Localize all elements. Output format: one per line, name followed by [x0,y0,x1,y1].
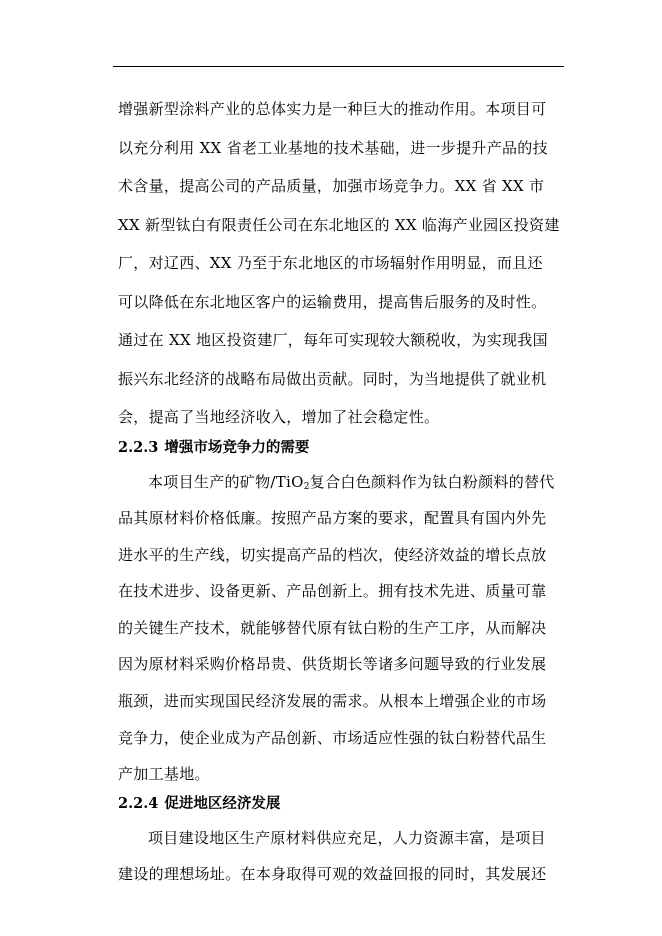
text-line: 厂，对辽西、XX 乃至于东北地区的市场辐射作用明显，而且还 [118,254,543,272]
section-title: 促进地区经济发展 [164,795,281,812]
document-body [118,90,560,893]
text-line: 以充分利用 XX 省老工业基地的技术基础，进一步提升产品的技 [118,138,548,157]
text-line: 会，提高了当地经济收入，增加了社会稳定性。 [118,408,440,426]
text-line: 进水平的生产线，切实提高产品的档次，使经济效益的增长点放 [118,545,547,564]
text-line: 通过在 XX 地区投资建厂，每年可实现较大额税收，为实现我国 [118,331,548,349]
paragraph-regional-economy [118,820,548,893]
section-heading-2-2-4 [118,787,548,820]
text-line: 振兴东北经济的战略布局做出贡献。同时，为当地提供了就业机 [118,369,547,388]
section-number: 2.2.3 [118,438,159,456]
text-line: 品其原材料价格低廉。按照产品方案的要求，配置具有国内外先 [118,509,547,528]
text-fragment: 复合白色颜料作为钛白粉颜料的替代 [309,472,555,491]
text-line: 项目建设地区生产原材料供应充足，人力资源丰富，是项目 [148,828,546,847]
text-line [118,464,555,501]
paragraph-market-competitiveness [118,464,555,793]
text-line: XX 新型钛白有限责任公司在东北地区的 XX 临海产业园区投资建 [118,215,560,234]
section-number: 2.2.4 [118,794,159,812]
text-line: 建设的理想场址。在本身取得可观的效益回报的同时，其发展还 [118,865,547,884]
text-line: 在技术进步、设备更新、产品创新上。拥有技术先进、质量可靠 [118,582,547,601]
text-line: 的关键生产技术，就能够替代原有钛白粉的生产工序，从而解决 [118,618,547,637]
section-title: 增强市场竞争力的需要 [164,439,310,456]
subscript: 2 [303,481,310,492]
text-line: 产加工基地。 [118,765,210,784]
text-line: 瓶颈，进而实现国民经济发展的需求。从根本上增强企业的市场 [118,692,547,711]
text-line: 增强新型涂料产业的总体实力是一种巨大的推动作用。本项目可 [118,100,547,118]
text-line: 术含量，提高公司的产品质量，加强市场竞争力。XX 省 XX 市 [118,177,545,195]
text-line: 可以降低在东北地区客户的运输费用，提高售后服务的及时性。 [118,292,547,311]
header-rule [113,66,564,67]
paragraph-regional-impact [118,90,560,437]
text-fragment: 本项目生产的矿物/TiO [148,472,304,491]
text-line: 竞争力，使企业成为产品创新、市场适应性强的钛白粉替代品生 [118,728,547,747]
text-line: 因为原材料采购价格昂贵、供货期长等诸多问题导致的行业发展 [118,655,547,674]
